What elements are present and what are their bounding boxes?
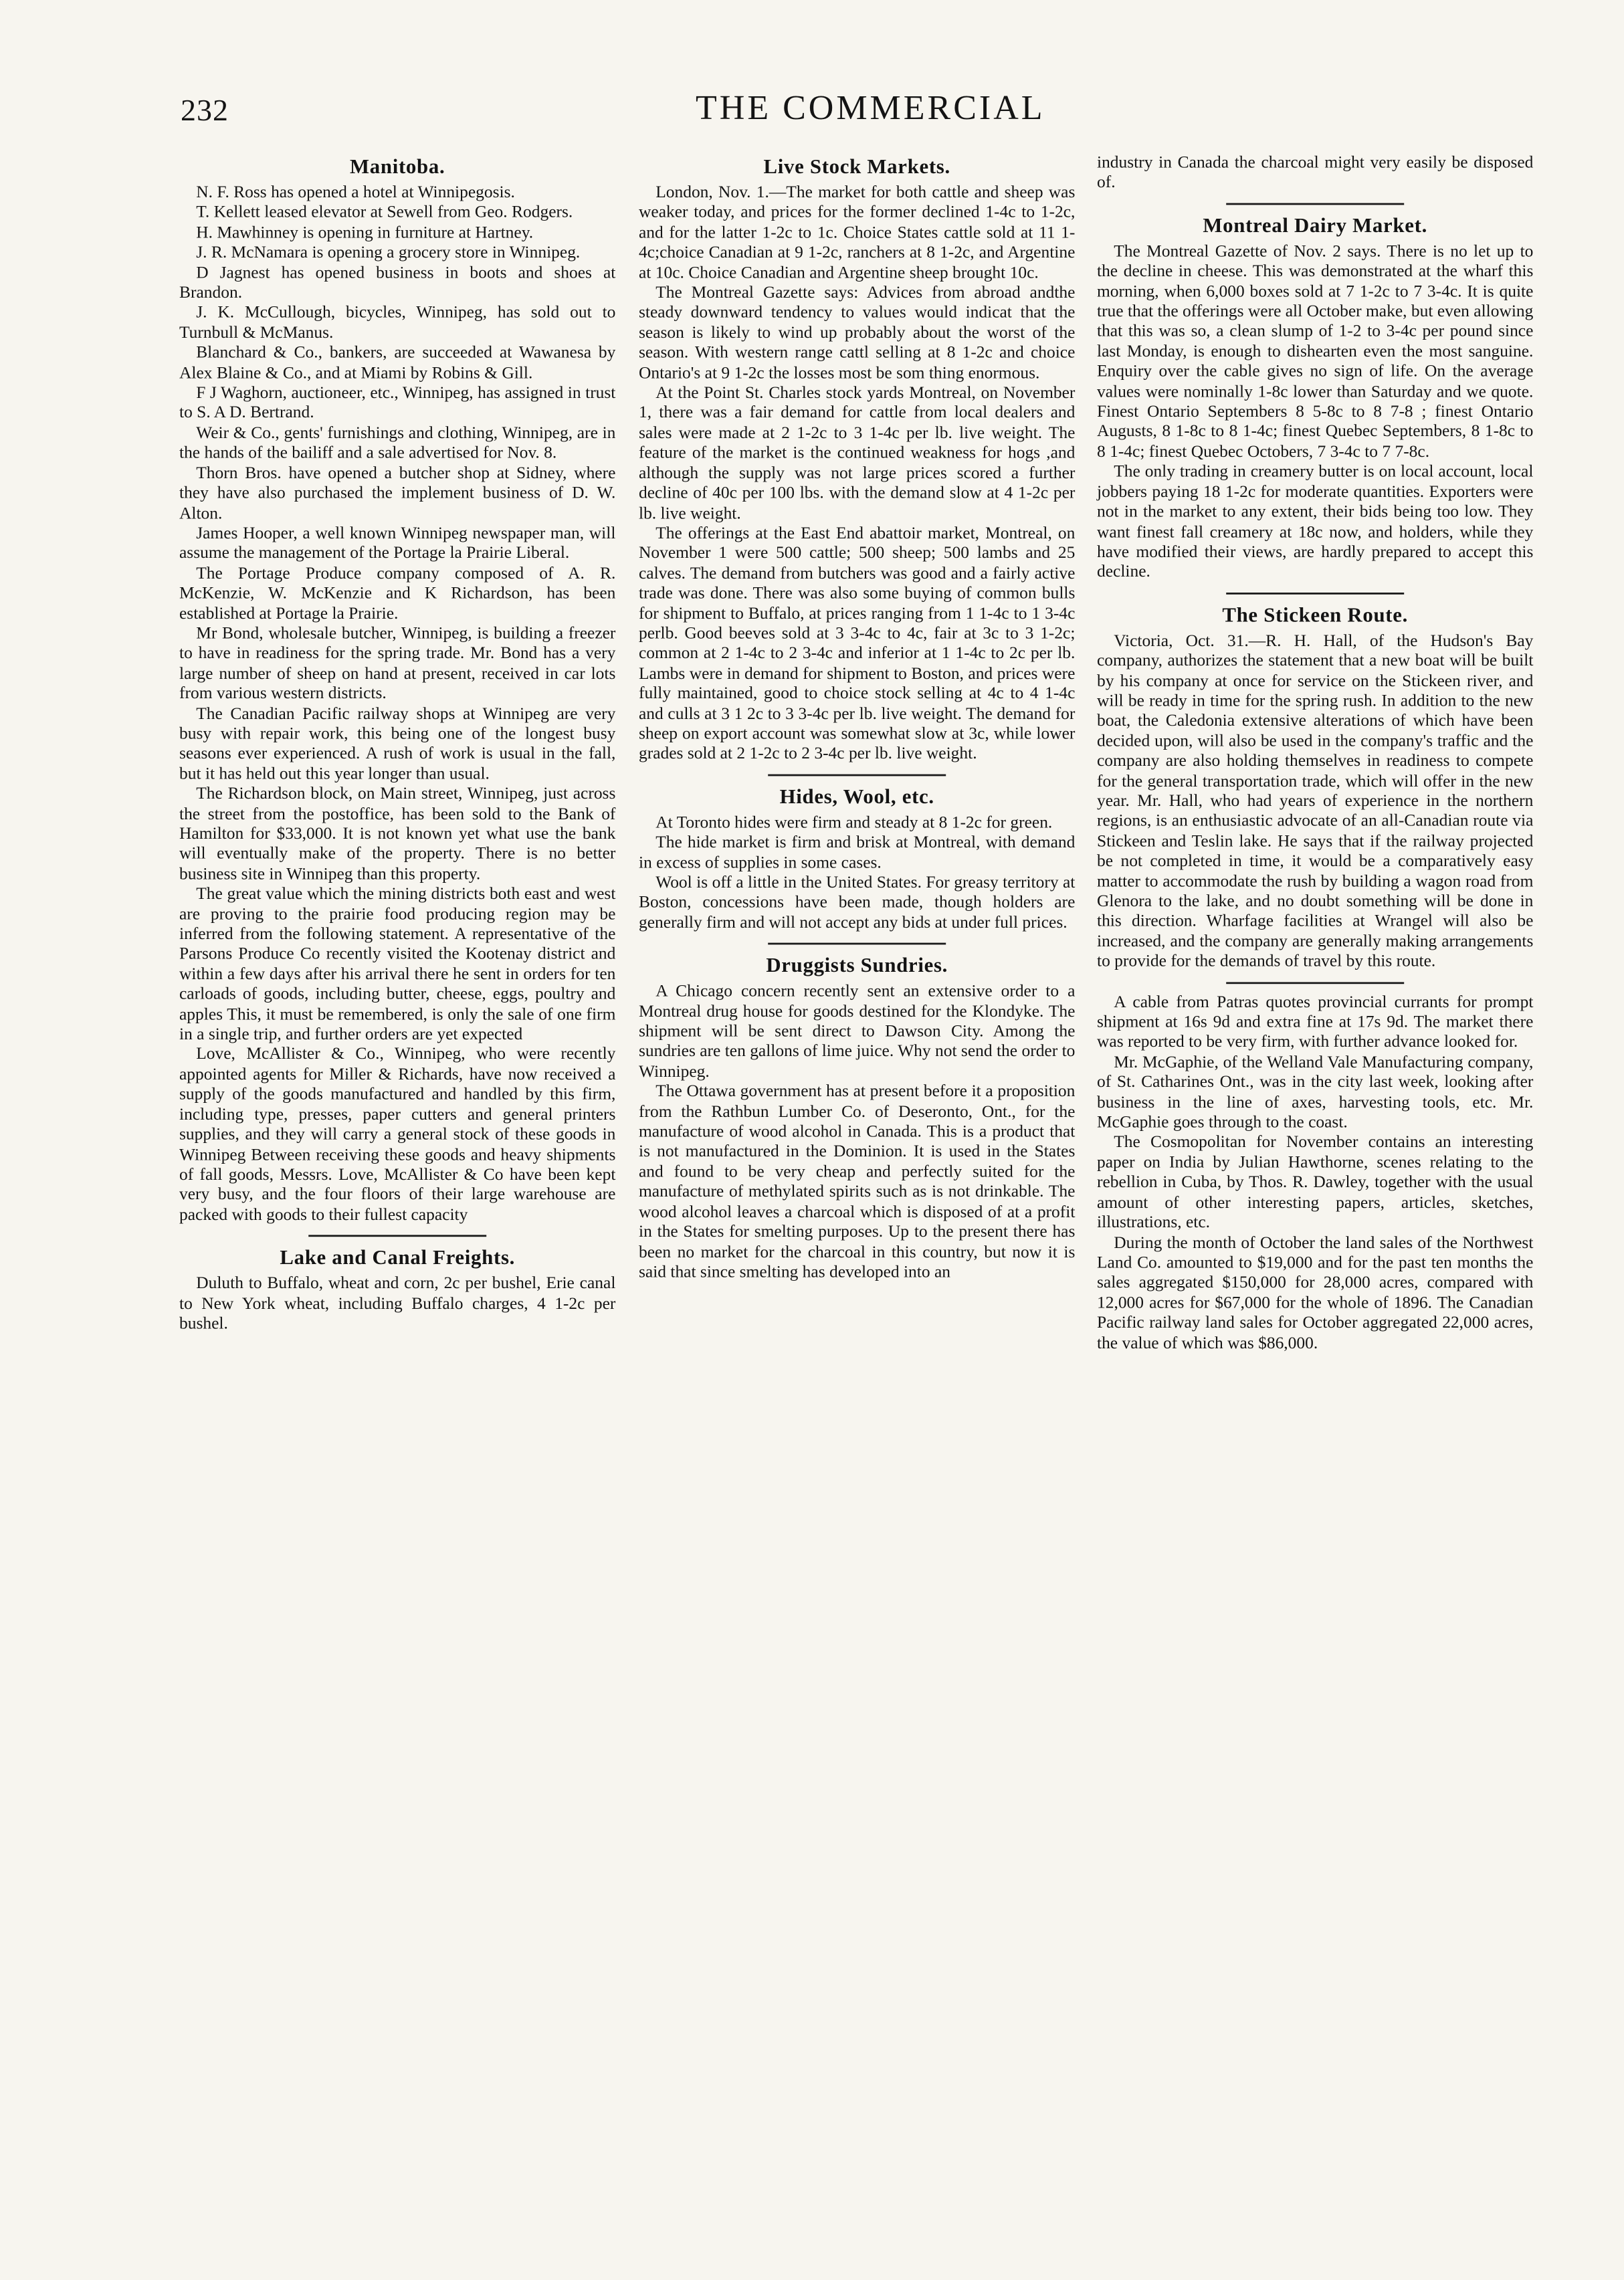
section-divider	[1226, 593, 1404, 595]
section-heading: Hides, Wool, etc.	[779, 784, 934, 808]
column-3	[1097, 152, 1533, 1353]
article-paragraph: The Montreal Gazette says: Advices from abroad andthe steady downward tendency to values would indicat that the season is likely to wind up probably about the worst of the season. With western range cattl selling at 8 1-2c and choice Ontario's at 9 1-2c the losses most be som thing enormous.	[639, 282, 1076, 382]
article-paragraph: The Montreal Gazette of Nov. 2 says. There is no let up to the decline in cheese. This was demonstrated at the wharf this morning, when 6,000 boxes sold at 7 1-2c to 7 3-4c. It is quite true that the offerings were all October make, but even allowing that this was so, a clean slump of 1-2 to 3-4c per pound since last Monday, is enough to dishearten even the most sanguine. Enquiry over the cable gives no sign of life. On the average values were nominally 1-8c lower than Saturday and we quote. Finest Ontario Septembers 8 5-8c to 8 7-8 ; finest Ontario Augusts, 8 1-8c to 8 1-4c; finest Quebec Septembers, 8 1-8c to 8 1-4c; finest Quebec Octobers, 7 3-4c to 7 7-8c.	[1097, 241, 1534, 461]
article-paragraph: At the Point St. Charles stock yards Montreal, on November 1, there was a fair demand for cattle from local dealers and sales were made at 2 1-2c to 3 1-4c per lb. live weight. The feature of the market is the continued weakness for hogs ,and although the supply was not large prices scored a further decline of 40c per 100 lbs. with the demand slow at 4 1-2c per lb. live weight.	[639, 383, 1076, 522]
article-paragraph: N. F. Ross has opened a hotel at Winnipegosis.	[196, 182, 515, 201]
article-paragraph: London, Nov. 1.—The market for both cattle and sheep was weaker today, and prices for the former declined 1-4c to 1-2c, and for the latter 1-2c to 1c. Choice States cattle sold at 11 1-4c;choice Canadian at 9 1-2c, ranchers at 8 1-2c, and Argentine at 10c. Choice Canadian and Argentine sheep brought 10c.	[639, 182, 1076, 282]
article-paragraph: Weir & Co., gents' furnishings and clothing, Winnipeg, are in the hands of the bailiff and a sale advertised for Nov. 8.	[179, 423, 616, 462]
section-divider	[1226, 203, 1404, 205]
section-heading: The Stickeen Route.	[1222, 603, 1409, 627]
section-heading: Druggists Sundries.	[766, 953, 948, 977]
page-number: 232	[181, 93, 229, 127]
article-paragraph: The Canadian Pacific railway shops at Winnipeg are very busy with repair work, this being one of the longest busy seasons ever experienced. A rush of work is usual in the fall, but it has held out this year longer than usual.	[179, 703, 616, 783]
column-2	[639, 152, 1075, 1282]
column-1	[179, 152, 615, 1334]
article-paragraph: Blanchard & Co., bankers, are succeeded at Wawanesa by Alex Blaine & Co., and at Miami by Robins & Gill.	[179, 342, 616, 382]
masthead-title: THE COMMERCIAL	[696, 89, 1045, 127]
section-heading: Montreal Dairy Market.	[1203, 213, 1427, 237]
article-paragraph: James Hooper, a well known Winnipeg newspaper man, will assume the management of the Portage la Prairie Liberal.	[179, 523, 616, 562]
section-heading: Manitoba.	[350, 154, 445, 178]
article-paragraph: Mr Bond, wholesale butcher, Winnipeg, is building a freezer to have in readiness for the spring trade. Mr. Bond has a very large number of sheep on hand at present, received in car lots from various western districts.	[179, 623, 616, 703]
article-paragraph: Duluth to Buffalo, wheat and corn, 2c per bushel, Erie canal to New York wheat, including Buffalo charges, 4 1-2c per bushel.	[179, 1273, 616, 1332]
article-paragraph: At Toronto hides were firm and steady at 8 1-2c for green.	[655, 812, 1053, 831]
section-divider	[308, 1235, 486, 1237]
article-paragraph: Thorn Bros. have opened a butcher shop at Sidney, where they have also purchased the implement business of D. W. Alton.	[179, 463, 616, 522]
article-paragraph: J. R. McNamara is opening a grocery store in Winnipeg.	[196, 242, 581, 262]
article-paragraph: The Richardson block, on Main street, Winnipeg, just across the street from the postoffice, has been sold to the Bank of Hamilton for $33,000. It is not known yet what use the bank will eventually make of the property. There is no better business site in Winnipeg than this property.	[179, 783, 616, 883]
article-paragraph: Victoria, Oct. 31.—R. H. Hall, of the Hudson's Bay company, authorizes the statement that a new boat will be built by his company at once for service on the Stickeen river, and will be ready in time for the spring rush. In addition to the new boat, the Caledonia extensive alterations of which have been decided upon, will also be used in the company's traffic and the company are also holding themselves in readiness to compete for the general transportation trade, which will offer in the new year. Mr. Hall, who had years of experience in the northern regions, is an enthusiastic advocate of an all-Canadian route via Stickeen and Teslin lake. He says that if the railway projected be not completed in time, it would be a comparatively easy matter to accommodate the rush by building a wagon road from Glenora to the lake, and no doubt something will be done in this direction. Wharfage facilities at Wrangel will also be increased, and the company are generally making arrangements to provide for the demands of travel by this route.	[1097, 631, 1534, 970]
article-paragraph: Mr. McGaphie, of the Welland Vale Manufacturing company, of St. Catharines Ont., was in the city last week, looking after business in the line of axes, harvesting tools, etc. Mr. McGaphie goes through to the coast.	[1097, 1052, 1534, 1132]
section-divider	[1226, 982, 1404, 984]
article-paragraph: The great value which the mining districts both east and west are proving to the prairie food producing region may be inferred from the following statement. A representative of the Parsons Produce Co recently visited the Kootenay district and within a few days after his arrival there he sent in orders for ten carloads of goods, including butter, cheese, eggs, poultry and apples This, it must be remembered, is only the sale of one firm in a single trip, and further orders are yet expected	[179, 884, 616, 1043]
article-paragraph: The hide market is firm and brisk at Montreal, with demand in excess of supplies in some cases.	[639, 832, 1076, 871]
article-paragraph: The only trading in creamery butter is on local account, local jobbers paying 18 1-2c for moderate quantities. Exporters were not in the market to any extent, their bids being too low. They want finest fall creamery at 18c now, and holders, while they have modified their views, are hardly prepared to accept this decline.	[1097, 461, 1534, 581]
article-paragraph: During the month of October the land sales of the Northwest Land Co. amounted to $19,000 and for the past ten months the sales aggregated $150,000 for 28,000 acres, compared with 12,000 acres for $67,000 for the whole of 1896. The Canadian Pacific railway land sales for October aggregated 22,000 acres, the value of which was $86,000.	[1097, 1232, 1534, 1352]
article-paragraph: J. K. McCullough, bicycles, Winnipeg, has sold out to Turnbull & McManus.	[179, 302, 616, 342]
article-paragraph: Wool is off a little in the United States. For greasy territory at Boston, concessions have been made, though holders are generally firm and will not accept any bids at under full prices.	[639, 872, 1076, 932]
article-paragraph: A Chicago concern recently sent an extensive order to a Montreal drug house for goods destined for the Klondyke. The shipment will be sent direct to Dawson City. Among the sundries are ten gallons of lime juice. Why not send the order to Winnipeg.	[639, 981, 1076, 1081]
continued-paragraph: industry in Canada the charcoal might very easily be disposed of.	[1097, 152, 1534, 191]
article-paragraph: D Jagnest has opened business in boots and shoes at Brandon.	[179, 262, 616, 302]
article-paragraph: The Portage Produce company composed of A. R. McKenzie, W. McKenzie and K Richardson, has been established at Portage la Prairie.	[179, 563, 616, 623]
article-paragraph: The Ottawa government has at present before it a proposition from the Rathbun Lumber Co. of Deseronto, Ont., for the manufacture of wood alcohol in Canada. This is a product that is not manufactured in the Dominion. It is used in the States and found to be very cheap and perfectly suited for the manufacture of methylated spirits such as is not drinkable. The wood alcohol leaves a charcoal which is disposed of at a profit in the States for smelting purposes. Up to the present there has been no market for the charcoal in this country, but now it is said that since smelting has developed into an	[639, 1081, 1076, 1281]
article-paragraph: The offerings at the East End abattoir market, Montreal, on November 1 were 500 cattle; 500 sheep; 500 lambs and 25 calves. The demand from butchers was good and a fairly active trade was done. There was also some buying of common bulls for shipment to Buffalo, at prices ranging from 1 1-4c to 1 3-4c perlb. Good beeves sold at 3 3-4c to 4c, fair at 3c to 3 1-2c; common at 2 1-4c to 2 3-4c and inferior at 1 1-4c to 2c per lb. Lambs were in demand for shipment to Boston, and prices were fully maintained, good to choice stock selling at 4c to 4 1-4c and culls at 3 1 2c to 3 3-4c per lb. live weight. The demand for sheep on export account was somewhat slow at 3c, while lower grades sold at 2 1-2c to 2 3-4c per lb. live weight.	[639, 523, 1076, 762]
section-heading: Live Stock Markets.	[763, 154, 950, 178]
article-paragraph: Love, McAllister & Co., Winnipeg, who were recently appointed agents for Miller & Richards, have now received a supply of the goods manufactured and handled by this firm, including type, presses, paper cutters and general printers supplies, and they will carry a general stock of these goods in Winnipeg Between receiving these goods and heavy shipments of fall goods, Messrs. Love, McAllister & Co have been kept very busy, and the four floors of their large warehouse are packed with goods to their fullest capacity	[179, 1044, 616, 1224]
article-paragraph: F J Waghorn, auctioneer, etc., Winnipeg, has assigned in trust to S. A D. Bertrand.	[179, 383, 616, 422]
section-divider	[768, 774, 946, 776]
article-paragraph: T. Kellett leased elevator at Sewell from Geo. Rodgers.	[196, 202, 573, 221]
article-paragraph: The Cosmopolitan for November contains an interesting paper on India by Julian Hawthorne, scenes relating to the rebellion in Cuba, by Thos. R. Dawley, together with the usual amount of other interesting papers, articles, sketches, illustrations, etc.	[1097, 1132, 1534, 1231]
section-heading: Lake and Canal Freights.	[280, 1245, 516, 1269]
article-paragraph: H. Mawhinney is opening in furniture at Hartney.	[196, 222, 534, 241]
section-divider	[768, 943, 946, 945]
article-paragraph: A cable from Patras quotes provincial currants for prompt shipment at 16s 9d and extra fine at 17s 9d. The market there was reported to be very firm, with further advance looked for.	[1097, 992, 1534, 1051]
